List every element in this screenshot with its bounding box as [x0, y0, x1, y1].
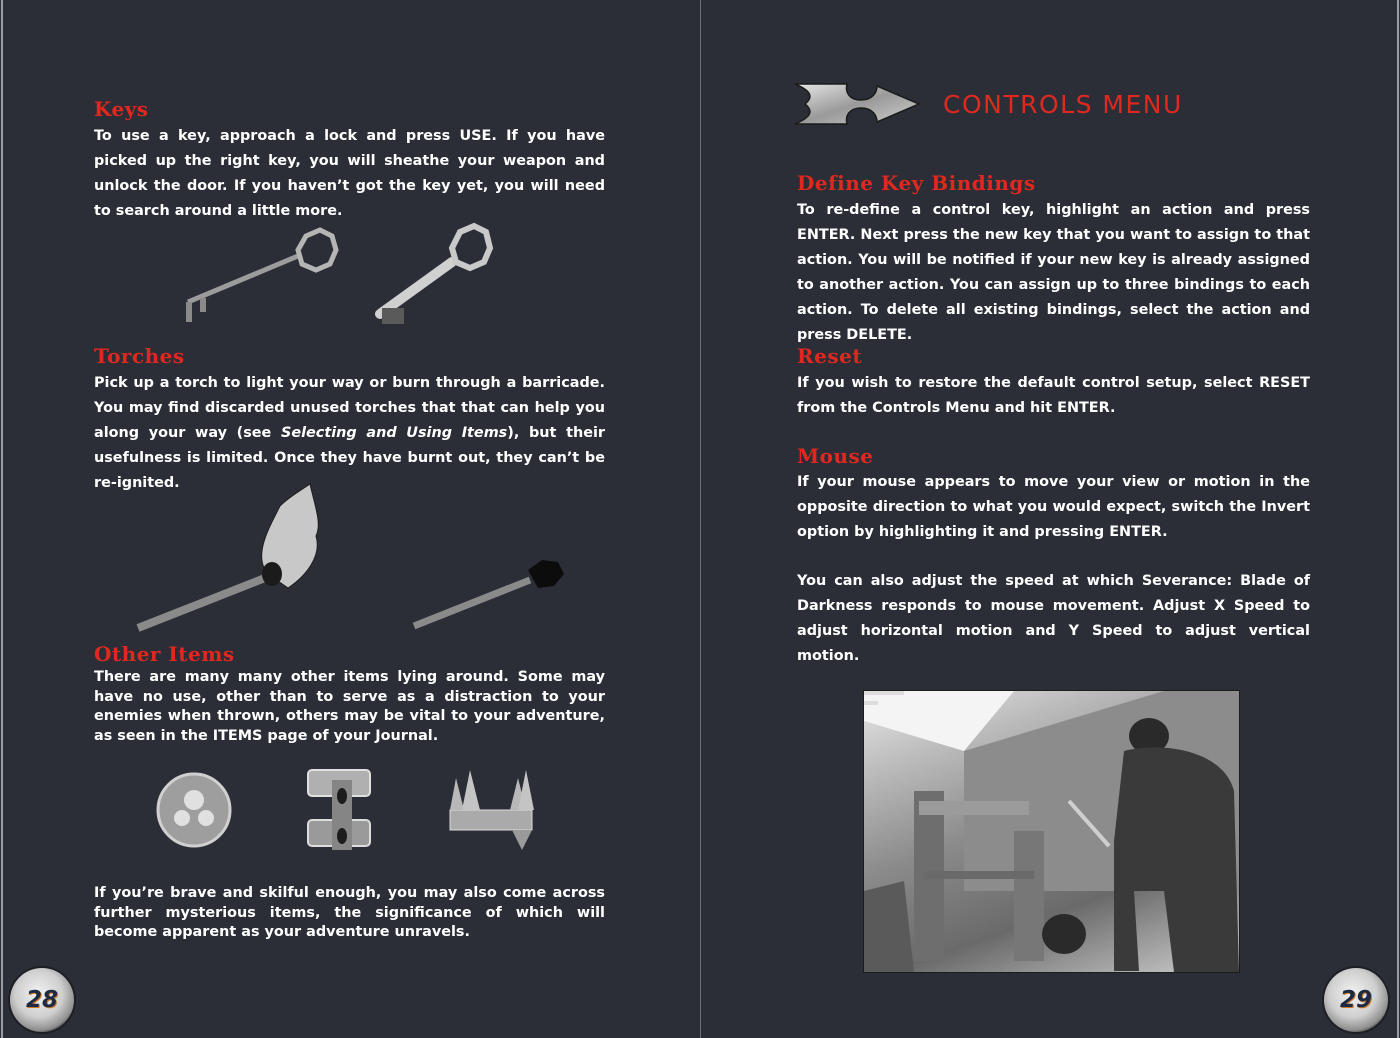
page-number-badge-left [10, 968, 74, 1032]
page-title: CONTROLS MENU [943, 89, 1183, 119]
key-ornate-icon [380, 226, 490, 324]
torches-text-start: Pick up a torch to light your way or burn through a barricade. You may find discarded unused torches that that can help you along your way (see [94, 375, 605, 441]
other-items-heading: Other Items [94, 642, 235, 666]
reset-paragraph: If you wish to restore the default control setup, select RESET from the Controls Menu and hit ENTER. [797, 375, 1310, 416]
mouse-invert-paragraph: If your mouse appears to move your view or motion in the opposite direction to what you would expect, switch the Invert option by highlighting it and pressing ENTER. [797, 474, 1310, 540]
game-scene-illustration [864, 691, 1239, 972]
game-screenshot [863, 690, 1240, 973]
torch-burnt-icon [414, 560, 564, 626]
torches-heading: Torches [94, 344, 185, 368]
page-number-right: 29 [1339, 987, 1372, 1013]
blade-emblem-icon [789, 78, 921, 130]
page-number-badge-right [1324, 968, 1388, 1032]
items-illustration [150, 760, 550, 860]
torches-text-end: ), but their usefulness is limited. Once they have burnt out, they can’t be re-ignited. [94, 425, 605, 491]
controls-menu-title-block [789, 78, 1183, 130]
skull-coin-icon [158, 774, 230, 846]
keys-illustration [180, 222, 500, 332]
ornate-ring-icon [308, 770, 370, 850]
define-key-bindings-heading: Define Key Bindings [797, 171, 1036, 195]
define-key-bindings-paragraph: To re-define a control key, highlight an action and press ENTER. Next press the new key that you want to assign to that action. You will be notified if your new key is already assigned to another action. You can assign up to three bindings to each action. To delete all existing bindings, select the action and press DELETE. [797, 202, 1310, 343]
keys-paragraph: To use a key, approach a lock and press USE. If you have picked up the right key, you will sheathe your weapon and unlock the door. If you haven’t got the key yet, you will need to search around a little more. [94, 128, 605, 219]
mouse-speed-paragraph: You can also adjust the speed at which Severance: Blade of Darkness responds to mouse movement. Adjust X Speed to adjust horizontal motion and Y Speed to adjust vertical motion. [797, 573, 1310, 664]
further-items-paragraph: If you’re brave and skilful enough, you may also come across further mysterious items, the significance of which will become apparent as your adventure unravels. [94, 885, 605, 940]
keys-heading: Keys [94, 97, 149, 121]
torches-illustration [130, 476, 570, 638]
page-number-left: 28 [25, 987, 58, 1013]
other-items-paragraph: There are many many other items lying around. Some may have no use, other than to serve as a distraction to your enemies when thrown, others may be vital to your adventure, as seen in the ITEMS page of your Journal. [94, 669, 605, 744]
key-simple-icon [186, 230, 336, 322]
right-page [701, 0, 1400, 1038]
reset-heading: Reset [797, 344, 863, 368]
mouse-heading: Mouse [797, 444, 874, 468]
crown-icon [450, 770, 534, 850]
torch-lit-icon [138, 484, 318, 628]
selecting-items-reference: Selecting and Using Items [280, 425, 508, 441]
